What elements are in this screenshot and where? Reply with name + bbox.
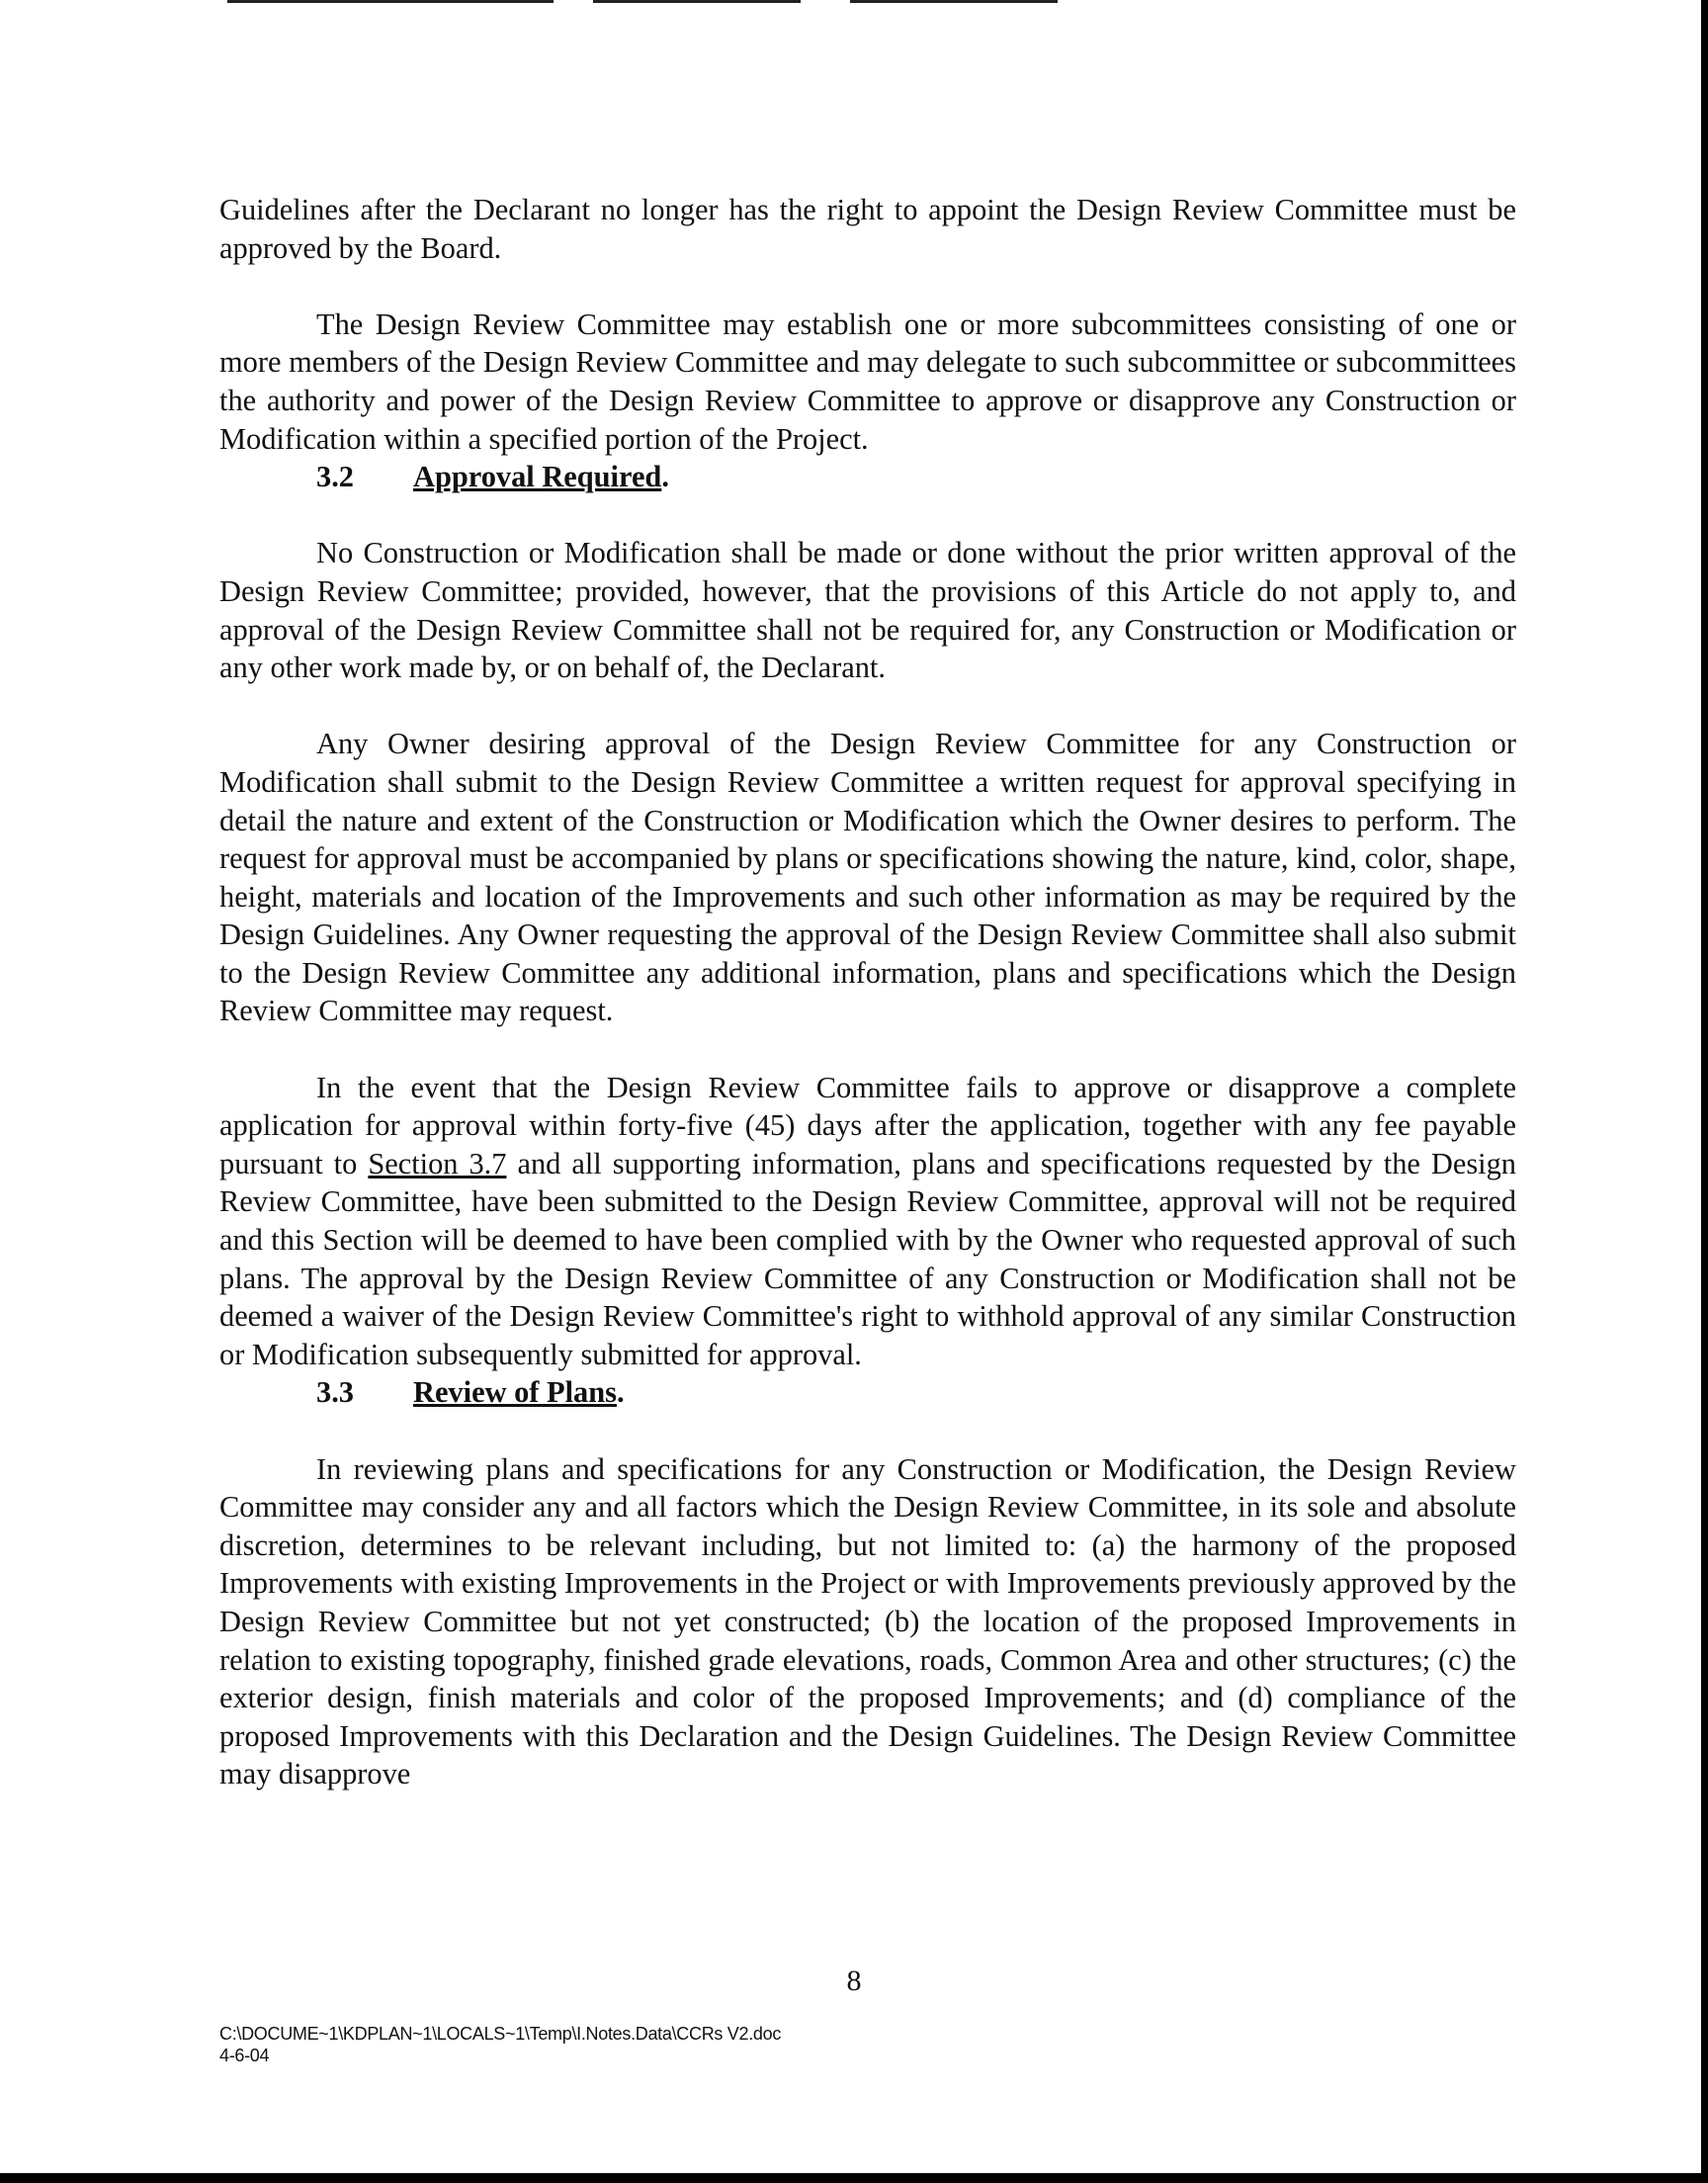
section-3-3-heading: 3.3 Review of Plans. xyxy=(219,1373,1516,1412)
scan-artifact xyxy=(593,0,801,3)
section-title: Approval Required xyxy=(413,460,662,494)
scan-artifact xyxy=(227,0,554,3)
section-number: 3.3 xyxy=(316,1375,354,1410)
subcommittees-paragraph: The Design Review Committee may establish one or more subcommittees consisting of one or more members of the Design Review Committee and may delegate to such subcommittee or subcommittees the authority and power of the Design Review Committee to approve or disapprove any Construction or Modification within a specified portion of the Project. xyxy=(219,306,1516,456)
footer-file-path: C:\DOCUME~1\KDPLAN~1\LOCALS~1\Temp\I.Notes.Data\CCRs V2.doc xyxy=(219,2024,782,2044)
paragraph-text: In the event that the Design Review Committee fails to approve or disapprove a complete application for approval within forty-five (45) days after the application, together with any fee payable pursuant to xyxy=(219,1070,1516,1180)
owner-request-paragraph: Any Owner desiring approval of the Design Review Committee for any Construction or Modification shall submit to the Design Review Committee a written request for approval specifying in detail the nature and extent of the Construction or Modification which the Owner desires to perform. The request for approval must be accompanied by plans or specifications showing the nature, kind, color, shape, height, materials and location of the Improvements and such other information as may be required by the Design Guidelines. Any Owner requesting the approval of the Design Review Committee shall also submit to the Design Review Committee any additional information, plans and specifications which the Design Review Committee may request. xyxy=(219,727,1516,1028)
paragraph-text: and all supporting information, plans and specifications requested by the Design Review Committee, have been submitted to the Design Review Committee, approval will not be required and this Section will be deemed to have been complied with by the Owner who requested approval of such plans. The approval by the Design Review Committee of any Construction or Modification shall not be deemed a waiver of the Design Review Committee's right to withhold approval of any similar Construction or Modification subsequently submitted for approval. xyxy=(219,1146,1517,1371)
review-of-plans-paragraph: In reviewing plans and specifications for any Construction or Modification, the Design Review Committee may consider any and all factors which the Design Review Committee, in its sole and absolute discretion, determines to be relevant including, but not limited to: (a) the harmony of the proposed Improvements with existing Improvements in the Project or with Improvements previously approved by the Design Review Committee but not yet constructed; (b) the location of the proposed Improvements in relation to existing topography, finished grade elevations, roads, Common Area and other structures; (c) the exterior design, finish materials and color of the proposed Improvements; and (d) compliance of the proposed Improvements with this Declaration and the Design Guidelines. The Design Review Committee may disapprove xyxy=(219,1451,1516,1791)
approval-required-paragraph: No Construction or Modification shall be made or done without the prior written approval of the Design Review Committee; provided, however, that the provisions of this Article do not apply to, and approval of the Design Review Committee shall not be required for, any Construction or Modification or any other work made by, or on behalf of, the Declarant. xyxy=(219,536,1516,685)
footer-date: 4-6-04 xyxy=(219,2046,270,2065)
event-failure-paragraph xyxy=(219,1069,1516,1374)
section-reference: Section 3.7 xyxy=(368,1146,507,1180)
page-number: 8 xyxy=(846,1965,862,1997)
section-number: 3.2 xyxy=(316,460,354,494)
intro-paragraph: Guidelines after the Declarant no longer has the right to appoint the Design Review Committee must be approved by the Board. xyxy=(219,193,1516,265)
section-3-2-heading: 3.2 Approval Required. xyxy=(219,458,1516,496)
document-footer xyxy=(219,2023,781,2066)
document-body xyxy=(219,191,1516,1793)
section-title: Review of Plans xyxy=(413,1375,617,1410)
scan-artifact xyxy=(850,0,1058,3)
